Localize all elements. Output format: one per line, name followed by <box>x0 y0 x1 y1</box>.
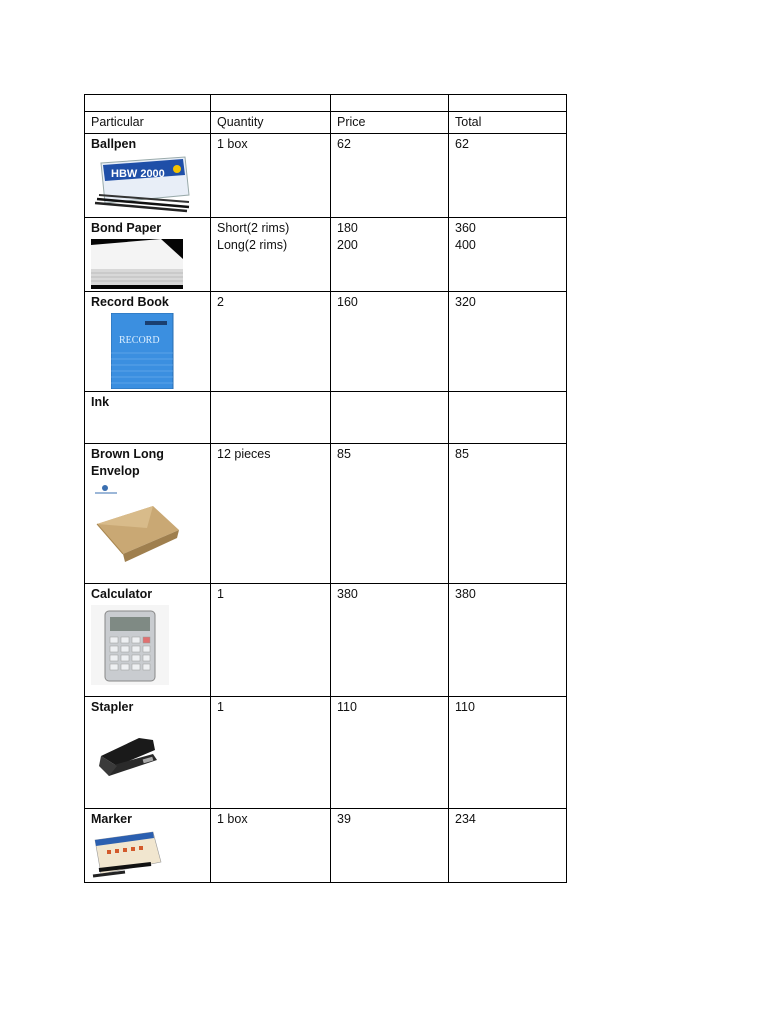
stapler-image <box>95 726 165 786</box>
total-cell: 62 <box>449 134 567 218</box>
header-row <box>85 112 567 134</box>
table-row <box>85 292 567 392</box>
bond-paper-image <box>91 239 183 289</box>
total-cell: 85 <box>449 444 567 584</box>
quantity-cell <box>211 392 331 444</box>
quantity-cell: 12 pieces <box>211 444 331 584</box>
particular-label: Calculator <box>91 587 153 601</box>
particular-cell <box>85 697 211 809</box>
ballpen-brand-text: HBW 2000 <box>111 168 165 180</box>
table-row <box>85 444 567 584</box>
price-cell <box>331 392 449 444</box>
table-row <box>85 697 567 809</box>
header-price: Price <box>331 112 449 134</box>
table-row <box>85 218 567 292</box>
particular-cell <box>85 218 211 292</box>
particular-label: Ballpen <box>91 137 137 151</box>
particular-label: Record Book <box>91 295 169 309</box>
total-cell: 320 <box>449 292 567 392</box>
particular-label: Brown Long Envelop <box>91 447 164 478</box>
envelope-image <box>91 482 181 564</box>
particular-label: Stapler <box>91 700 134 714</box>
quantity-cell: 1 box <box>211 809 331 883</box>
calculator-image <box>91 605 169 685</box>
particular-label: Ink <box>91 395 110 409</box>
marker-box-image <box>91 830 165 878</box>
empty-cell <box>331 95 449 112</box>
particular-cell <box>85 444 211 584</box>
record-cover-text: RECORD <box>119 335 160 346</box>
empty-cell <box>85 95 211 112</box>
header-quantity: Quantity <box>211 112 331 134</box>
total-cell: 360 400 <box>449 218 567 292</box>
particular-label: Bond Paper <box>91 221 162 235</box>
particular-cell <box>85 584 211 697</box>
quantity-cell: 2 <box>211 292 331 392</box>
price-cell: 160 <box>331 292 449 392</box>
total-cell: 380 <box>449 584 567 697</box>
quantity-cell: 1 box <box>211 134 331 218</box>
particular-cell <box>85 134 211 218</box>
price-cell: 62 <box>331 134 449 218</box>
price-cell: 180 200 <box>331 218 449 292</box>
quantity-cell: 1 <box>211 584 331 697</box>
table-row <box>85 134 567 218</box>
quantity-cell: 1 <box>211 697 331 809</box>
empty-cell <box>211 95 331 112</box>
price-cell: 85 <box>331 444 449 584</box>
price-cell: 39 <box>331 809 449 883</box>
table-row <box>85 809 567 883</box>
table-row <box>85 584 567 697</box>
particular-cell <box>85 292 211 392</box>
price-cell: 110 <box>331 697 449 809</box>
total-cell: 110 <box>449 697 567 809</box>
supplies-table <box>84 94 567 883</box>
particular-cell <box>85 809 211 883</box>
table-row <box>85 392 567 444</box>
ballpen-box-image <box>91 155 191 213</box>
header-total: Total <box>449 112 567 134</box>
price-cell: 380 <box>331 584 449 697</box>
empty-cell <box>449 95 567 112</box>
empty-header-row <box>85 95 567 112</box>
record-book-image <box>111 313 195 389</box>
quantity-cell: Short(2 rims) Long(2 rims) <box>211 218 331 292</box>
total-cell <box>449 392 567 444</box>
particular-label: Marker <box>91 812 132 826</box>
header-particular: Particular <box>85 112 211 134</box>
particular-cell <box>85 392 211 444</box>
total-cell: 234 <box>449 809 567 883</box>
